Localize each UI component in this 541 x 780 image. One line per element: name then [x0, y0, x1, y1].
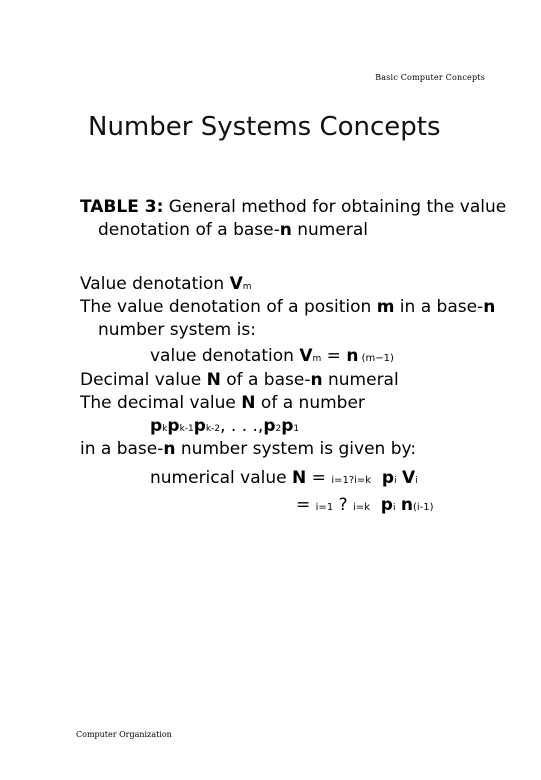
seq-2: 2: [275, 424, 282, 434]
num-V: V: [402, 468, 416, 488]
formula-v: V: [299, 346, 313, 366]
value-denotation-heading-v: V: [229, 274, 243, 294]
num-i2: i: [415, 476, 418, 486]
eq2-i1: i=1: [315, 502, 334, 513]
num-text: numerical value: [150, 468, 293, 488]
decimal-heading-N: N: [206, 370, 221, 390]
given-n: n: [163, 439, 176, 459]
value-denotation-heading-text: Value denotation: [80, 274, 230, 294]
table-label: TABLE 3:: [80, 197, 164, 217]
eq2-ik: i=k: [353, 502, 370, 513]
decimal-heading-n: n: [310, 370, 323, 390]
num-p: p: [381, 468, 395, 488]
eq2-i: i: [392, 503, 396, 513]
eq2-equals: =: [296, 495, 316, 515]
num-N: N: [292, 468, 307, 488]
value-denotation-desc-m: m: [376, 297, 395, 317]
value-denotation-desc-2: number system is:: [98, 320, 256, 340]
decimal-heading-text-3: numeral: [322, 370, 399, 390]
eq2-sum-symbol: ?: [333, 495, 354, 515]
table-caption-line-1: [80, 195, 506, 219]
formula-m: m: [312, 354, 322, 364]
value-denotation-desc-n: n: [483, 297, 496, 317]
decimal-heading-text-2: of a base-: [220, 370, 311, 390]
seq-k1: k-1: [179, 424, 194, 434]
decimal-value-heading: [80, 368, 399, 392]
num-equals: =: [306, 468, 332, 488]
eq2-exponent: (i-1): [413, 502, 434, 513]
formula-equals: =: [321, 346, 347, 366]
given-by-line: [80, 437, 416, 461]
seq-p-k1: p: [167, 416, 180, 436]
seq-1: 1: [293, 424, 300, 434]
decimal-heading-text-1: Decimal value: [80, 370, 207, 390]
page-title: Number Systems Concepts: [88, 112, 441, 142]
seq-dots: , . . .,: [220, 416, 264, 436]
seq-p-1: p: [281, 416, 294, 436]
num-i: i: [394, 476, 397, 486]
numerical-value-formula-2: [296, 493, 434, 520]
decimal-desc-N: N: [241, 393, 256, 413]
value-denotation-desc-text-1: The value denotation of a position: [80, 297, 377, 317]
formula-exponent: (m−1): [358, 353, 394, 364]
value-denotation-formula: [150, 344, 394, 371]
table-caption-line-2: [98, 218, 368, 242]
value-denotation-desc-text-2: in a base-: [394, 297, 484, 317]
given-text-1: in a base-: [80, 439, 164, 459]
seq-p-2: p: [263, 416, 276, 436]
decimal-desc-text-2: of a number: [255, 393, 365, 413]
eq2-p: p: [380, 495, 393, 515]
table-caption-text-3: numeral: [291, 220, 368, 240]
seq-p-k: p: [150, 416, 163, 436]
value-denotation-desc-1: [80, 295, 495, 319]
table-caption-n: n: [279, 220, 292, 240]
value-denotation-heading-m: m: [242, 282, 252, 292]
seq-p-k2: p: [193, 416, 206, 436]
formula-n: n: [346, 346, 359, 366]
numerical-value-formula: [150, 466, 418, 493]
running-header: Basic Computer Concepts: [375, 73, 485, 82]
decimal-desc-text-1: The decimal value: [80, 393, 242, 413]
eq2-n: n: [400, 495, 413, 515]
num-sum: i=1?i=k: [331, 475, 372, 486]
decimal-value-desc: [80, 391, 365, 415]
seq-k: k: [162, 424, 168, 434]
seq-k2: k-2: [205, 424, 221, 434]
formula-text: value denotation: [150, 346, 300, 366]
table-caption-text-1: General method for obtaining the value: [163, 197, 507, 217]
given-text-2: number system is given by:: [175, 439, 417, 459]
table-caption-text-2: denotation of a base-: [98, 220, 280, 240]
running-footer: Computer Organization: [76, 730, 172, 739]
